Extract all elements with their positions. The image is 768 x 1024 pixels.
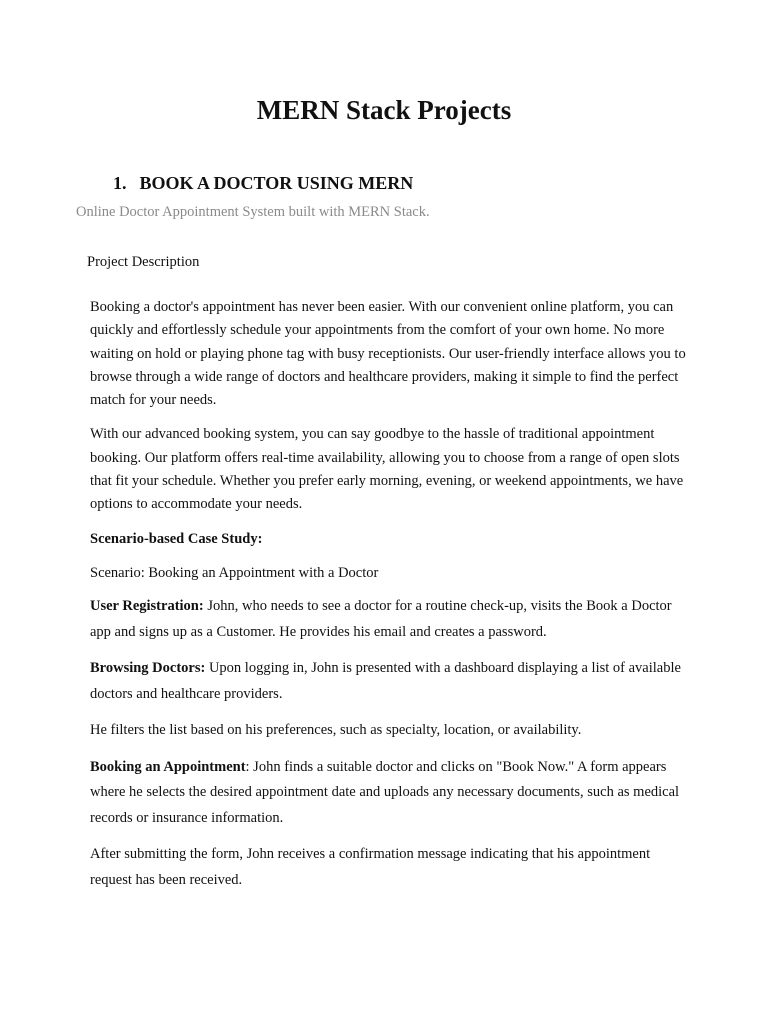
paragraph-intro: Booking a doctor's appointment has never been easier. With our convenient online platform, you can quickly and effortlessly schedule your appointments from the comfort of your own home. No more waiting on hold or playing phone tag with busy receptionists. Our user-friendly interface allows you to browse through a wide range of doctors and healthcare providers, making it simple to find the perfect match for your needs. — [90, 299, 686, 409]
user-registration-label: User Registration: — [90, 598, 204, 615]
paragraph-user-registration — [90, 594, 690, 645]
browsing-doctors-text: Upon logging in, John is presented with a dashboard displaying a list of available doctors and healthcare providers. — [90, 660, 681, 702]
document-title: MERN Stack Projects — [256, 95, 512, 125]
paragraph-booking-system: With our advanced booking system, you can say goodbye to the hassle of traditional appointment booking. Our platform offers real-time availability, allowing you to choose from a range of open slots that fit your schedule. Whether you prefer early morning, evening, or weekend appointments, we have options to accommodate your needs. — [90, 426, 684, 513]
section-heading — [113, 171, 413, 195]
document-body — [90, 296, 690, 904]
paragraph-confirmation: After submitting the form, John receives a confirmation message indicating that his appointment request has been received. — [90, 846, 651, 888]
section-subtitle: Online Doctor Appointment System built with MERN Stack. — [76, 204, 430, 220]
paragraph-booking-appointment — [90, 755, 690, 832]
user-registration-text: John, who needs to see a doctor for a routine check-up, visits the Book a Doctor app and signs up as a Customer. He provides his email and creates a password. — [90, 598, 672, 640]
paragraph-browsing-doctors — [90, 656, 690, 707]
scenario-line: Scenario: Booking an Appointment with a Doctor — [90, 564, 379, 581]
section-heading-text: BOOK A DOCTOR USING MERN — [139, 173, 414, 193]
browsing-doctors-label: Browsing Doctors: — [90, 660, 206, 677]
section-number: 1. — [113, 173, 127, 193]
case-study-heading-text: Scenario-based Case Study: — [90, 530, 263, 547]
booking-appointment-text: : John finds a suitable doctor and clicks on "Book Now." A form appears where he selects the desired appointment date and uploads any necessary documents, such as medical records or insurance information. — [90, 758, 680, 826]
booking-appointment-label: Booking an Appointment — [90, 758, 246, 775]
case-study-heading — [90, 528, 690, 551]
project-description-label: Project Description — [87, 254, 200, 270]
paragraph-filter: He filters the list based on his preferences, such as specialty, location, or availability. — [90, 722, 582, 739]
